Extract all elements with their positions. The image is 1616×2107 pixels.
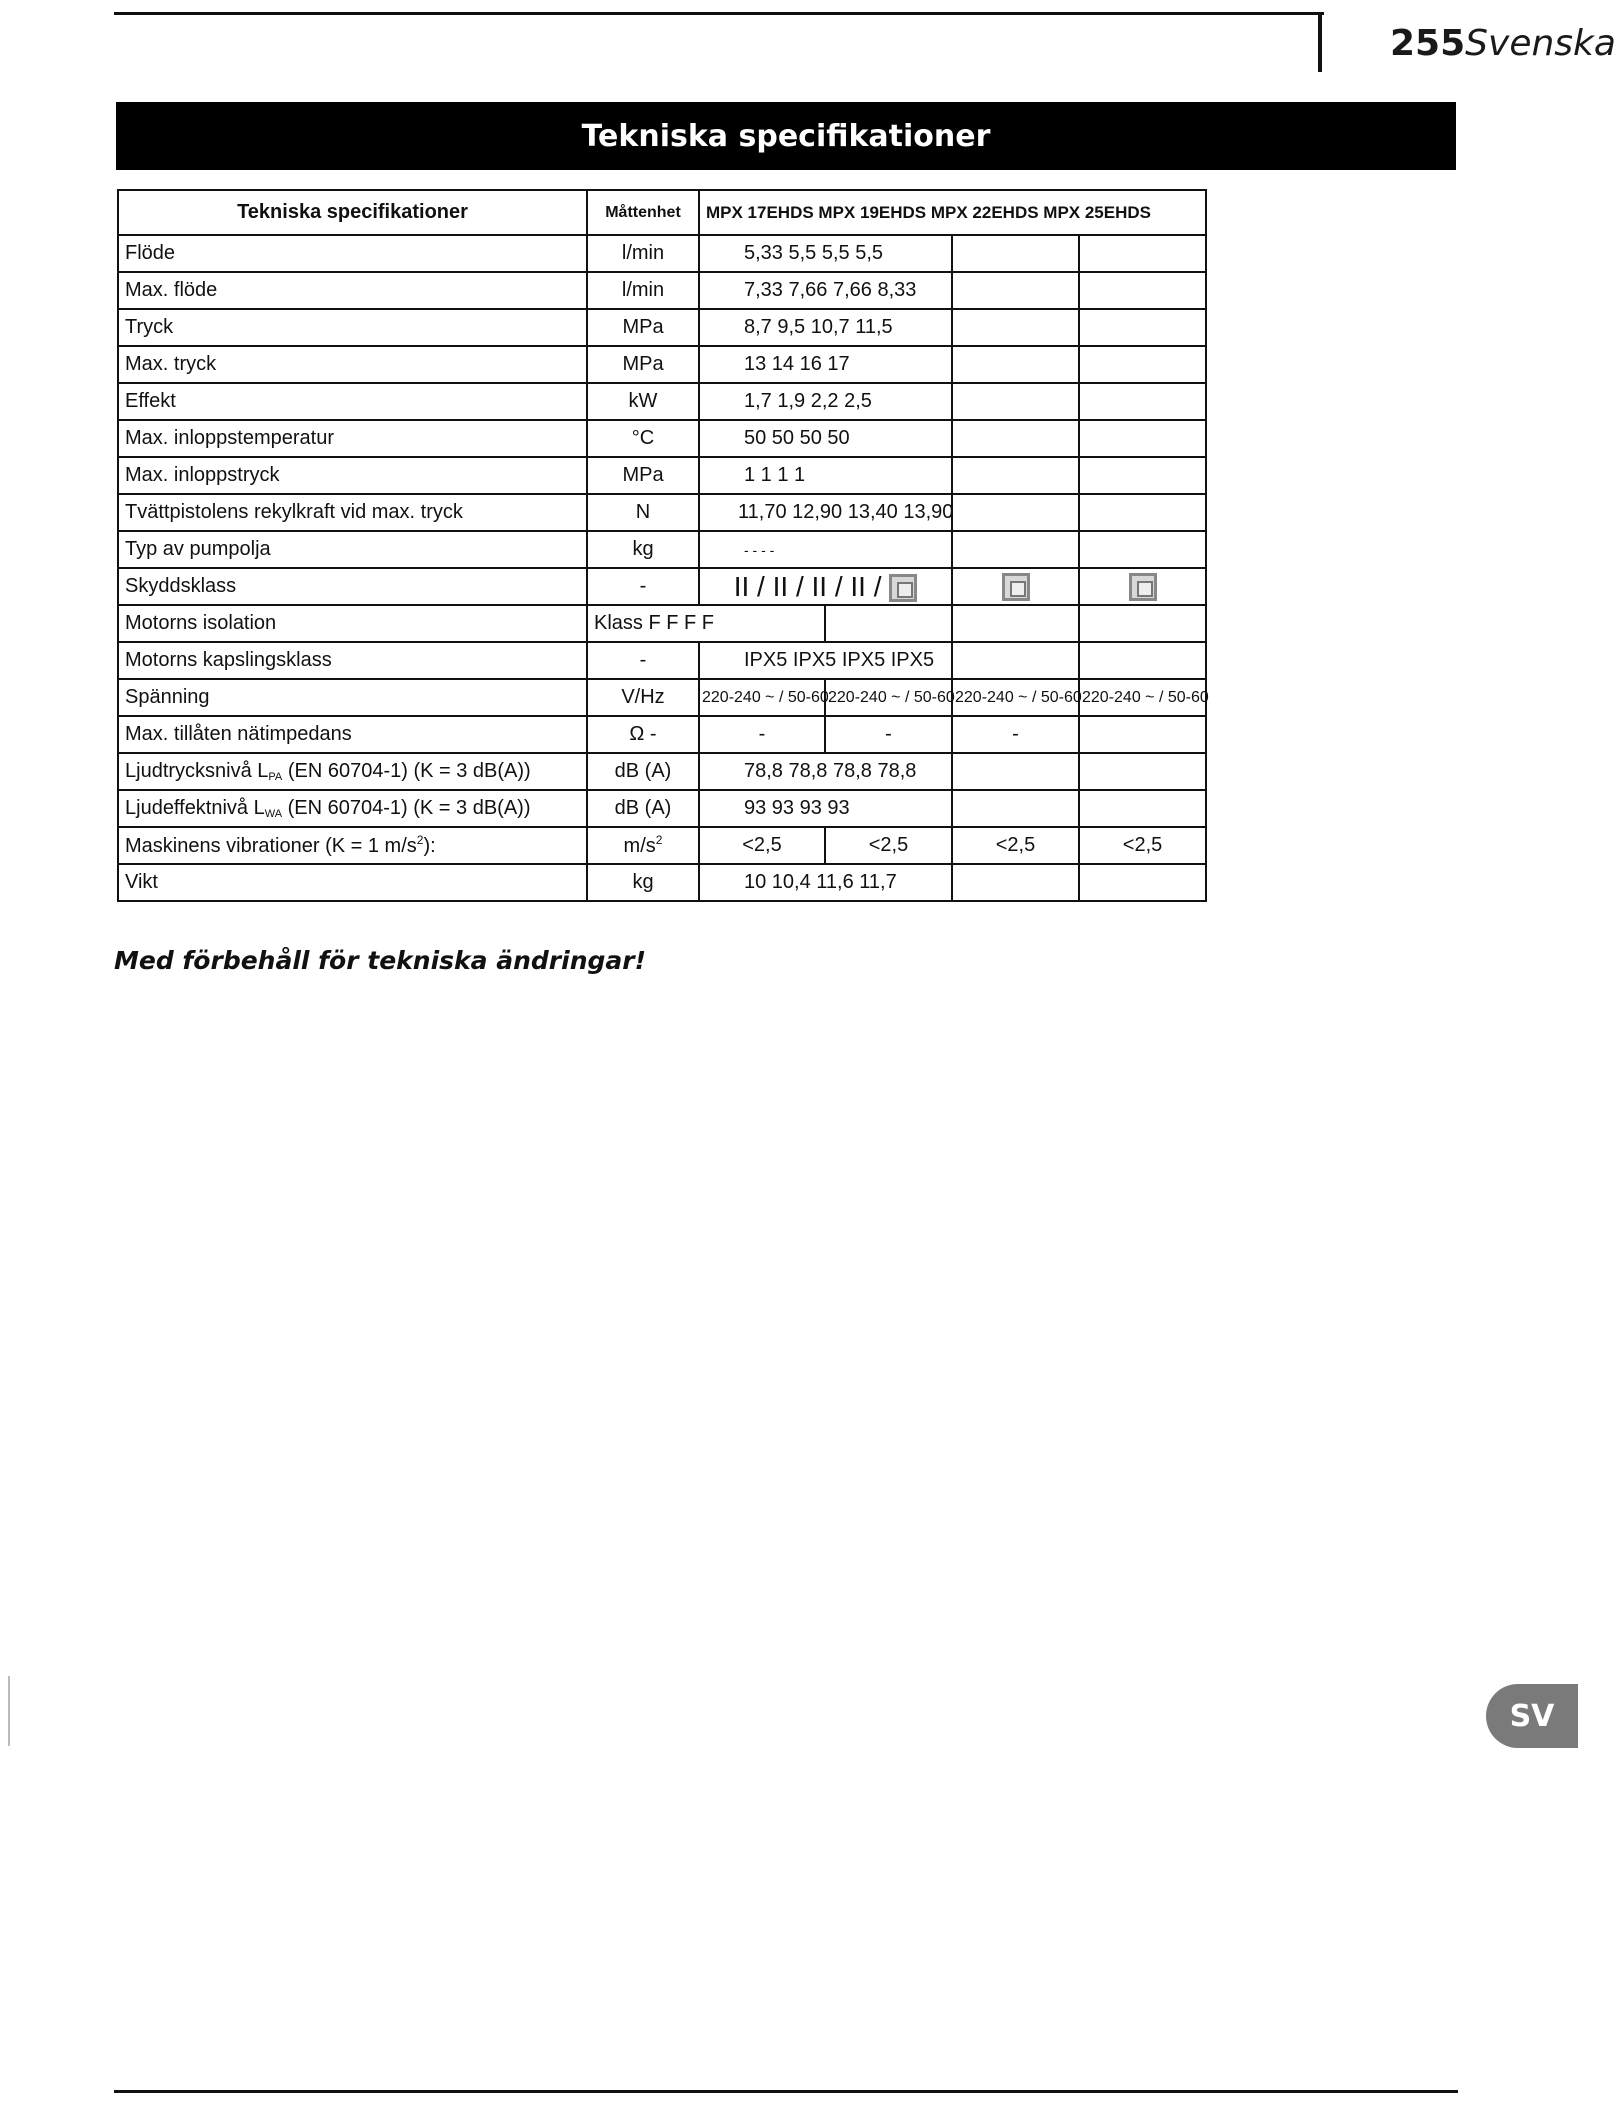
row-unit: MPa [587,309,699,346]
row-unit: dB (A) [587,790,699,827]
table-row [118,494,1206,531]
section-title: Tekniska specifikationer [581,118,991,154]
table-row [118,383,1206,420]
header-cell: Måttenhet [587,190,699,235]
row-value: <2,5 [825,827,952,864]
row-unit: MPa [587,457,699,494]
row-unit: °C [587,420,699,457]
footnote: Med förbehåll för tekniska ändringar! [114,946,646,975]
table-row [118,716,1206,753]
table-row [118,235,1206,272]
row-value: 10 10,4 11,6 11,7 [699,864,952,901]
language-tab [1486,1684,1578,1748]
page-header [1390,14,1616,74]
table-header-row [118,190,1206,235]
table-row [118,753,1206,790]
row-value: Klass F F F F [587,605,825,642]
protection-class-icon [889,574,917,602]
row-unit: V/Hz [587,679,699,716]
row-unit: - [587,568,699,605]
table-row [118,457,1206,494]
row-unit: dB (A) [587,753,699,790]
row-label: Skyddsklass [118,568,587,605]
row-unit: N [587,494,699,531]
table-row [118,790,1206,827]
row-unit: MPa [587,346,699,383]
row-value: - [699,716,825,753]
model-header-cell: MPX 17EHDS MPX 19EHDS MPX 22EHDS MPX 25EHDS [699,190,1206,235]
table-row [118,309,1206,346]
protection-class-text: II / II / II / II / [733,570,882,602]
row-value: <2,5 [699,827,825,864]
row-unit: l/min [587,235,699,272]
row-value: 220-240 ~ / 50-60 [825,679,952,716]
row-value: 7,33 7,66 7,66 8,33 [699,272,952,309]
row-label: Flöde [118,235,587,272]
table-row [118,346,1206,383]
row-label: Ljudtrycksnivå $L_{PA}$ (EN 60704-1) (K = 3 dB(A)) [118,753,587,790]
footer-rule [114,2090,1458,2093]
header-divider [1318,12,1322,72]
row-unit: Ω - [587,716,699,753]
protection-class-icon [1002,573,1030,601]
row-value: 50 50 50 50 [699,420,952,457]
row-value: 220-240 ~ / 50-60 [1079,679,1206,716]
row-value: - [952,716,1079,753]
row-value: 1 1 1 1 [699,457,952,494]
row-label: Tvättpistolens rekylkraft vid max. tryck [118,494,587,531]
row-label: Vikt [118,864,587,901]
table-row [118,605,1206,642]
row-label: Typ av pumpolja [118,531,587,568]
table-row [118,827,1206,864]
row-label: Max. inloppstryck [118,457,587,494]
row-value: 5,33 5,5 5,5 5,5 [699,235,952,272]
row-label: Motorns kapslingsklass [118,642,587,679]
row-unit: kg [587,864,699,901]
row-value: <2,5 [1079,827,1206,864]
row-value: 1,7 1,9 2,2 2,5 [699,383,952,420]
protection-class-icon [1129,573,1157,601]
row-label: Spänning [118,679,587,716]
language-tab-label: SV [1509,1698,1555,1734]
row-value: IPX5 IPX5 IPX5 IPX5 [699,642,952,679]
row-value: 220-240 ~ / 50-60 [699,679,825,716]
row-label: Maskinens vibrationer (K = 1 $m/s^2$): [118,827,587,864]
page-number: 255 [1390,23,1466,64]
row-unit: l/min [587,272,699,309]
table-row [118,272,1206,309]
table-row [118,531,1206,568]
row-value [699,568,952,605]
row-label: Tryck [118,309,587,346]
row-label: Max. tryck [118,346,587,383]
table-row [118,420,1206,457]
row-label: Effekt [118,383,587,420]
row-value: 220-240 ~ / 50-60 [952,679,1079,716]
row-value: <2,5 [952,827,1079,864]
margin-mark [8,1676,10,1746]
row-unit: $m/s^2$ [587,827,699,864]
row-value: 78,8 78,8 78,8 78,8 [699,753,952,790]
table-row [118,679,1206,716]
row-label: Ljudeffektnivå $L_{WA}$ (EN 60704-1) (K = 3 dB(A)) [118,790,587,827]
table-row [118,568,1206,605]
row-unit: kW [587,383,699,420]
row-label: Motorns isolation [118,605,587,642]
page-language: Svenska [1465,23,1616,64]
row-label: Max. flöde [118,272,587,309]
table-row [118,642,1206,679]
row-value: 11,70 12,90 13,40 13,90 [699,494,952,531]
section-title-bar [116,102,1456,170]
header-rule [114,12,1324,15]
spec-table [117,189,1207,902]
row-label: Max. inloppstemperatur [118,420,587,457]
row-value: - - - - [699,531,952,568]
row-value: - [825,716,952,753]
table-row [118,864,1206,901]
row-value: 93 93 93 93 [699,790,952,827]
row-value: 8,7 9,5 10,7 11,5 [699,309,952,346]
row-label: Max. tillåten nätimpedans [118,716,587,753]
row-unit: - [587,642,699,679]
row-value: 13 14 16 17 [699,346,952,383]
header-cell: Tekniska specifikationer [118,190,587,235]
row-unit: kg [587,531,699,568]
